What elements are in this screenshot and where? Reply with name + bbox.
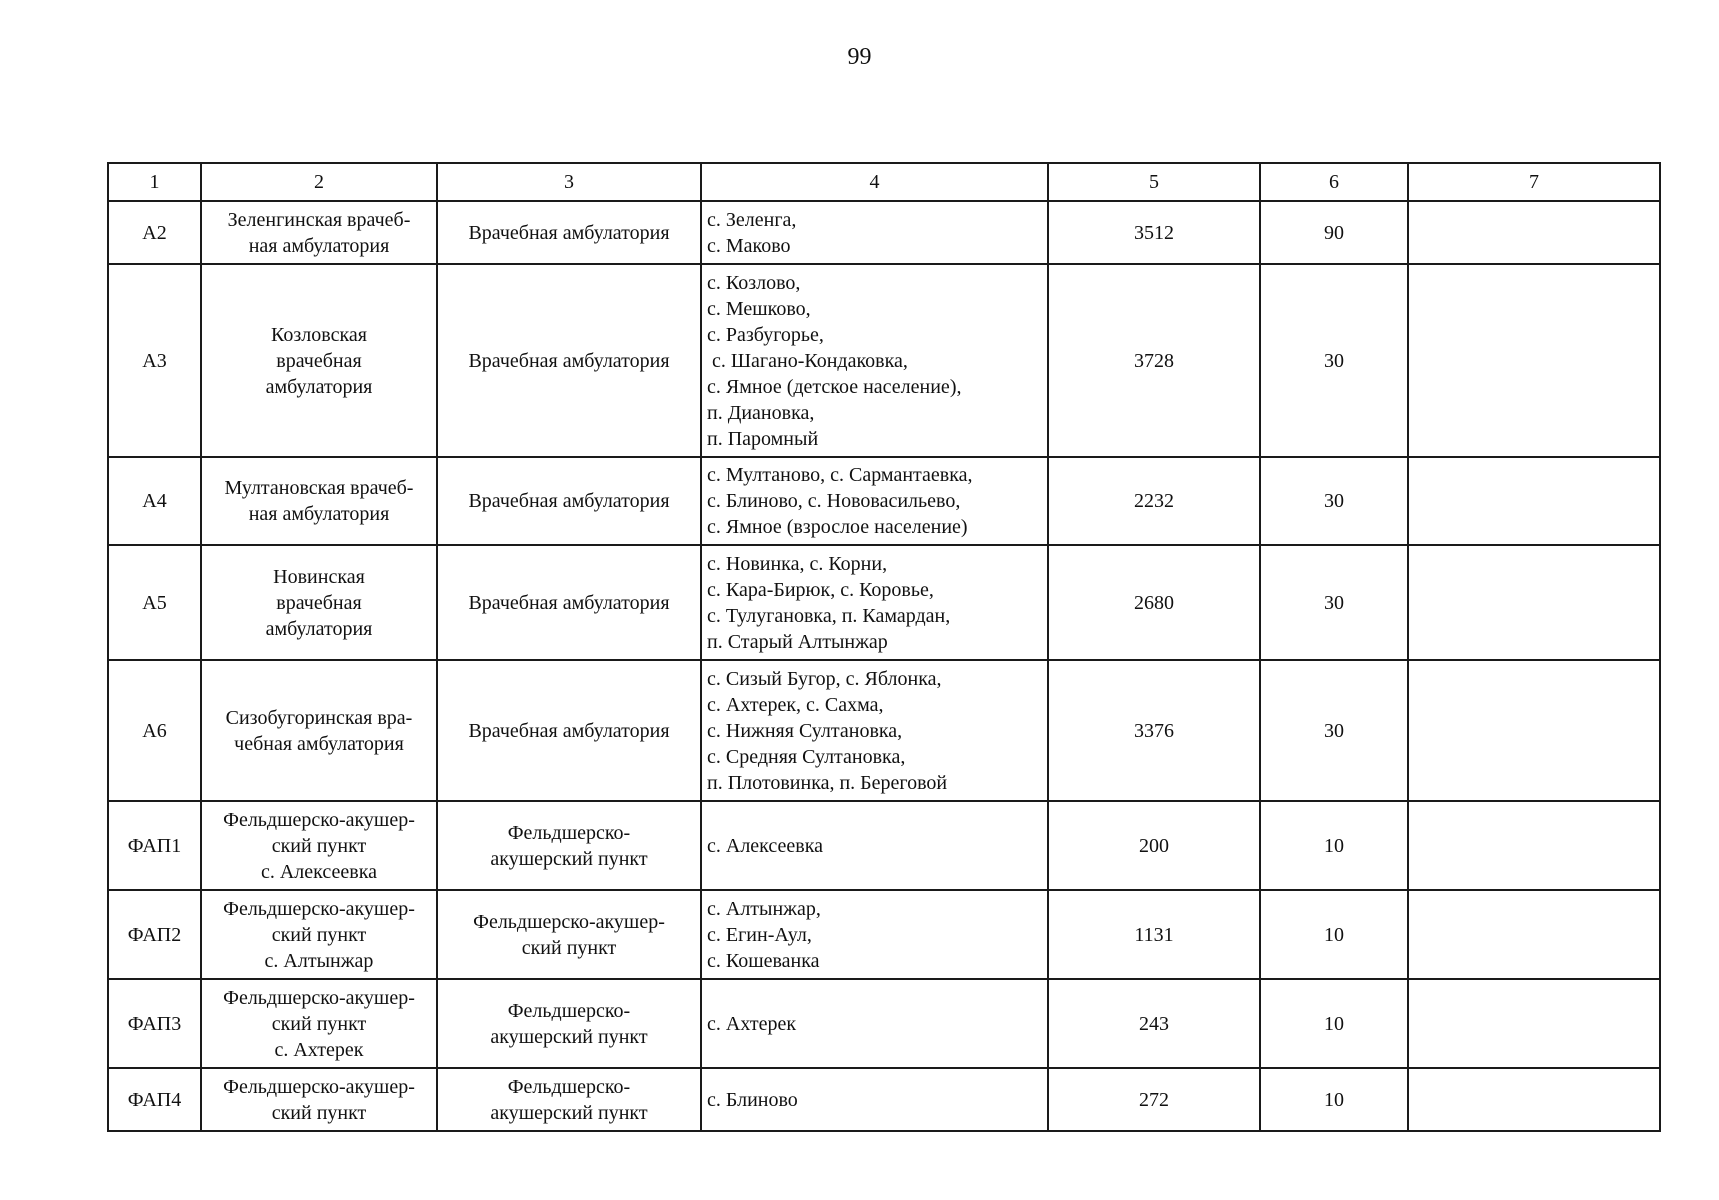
- note-cell: [1408, 457, 1660, 545]
- capacity-value: 10: [1260, 979, 1408, 1068]
- column-header: 3: [437, 163, 701, 201]
- capacity-value: 30: [1260, 545, 1408, 660]
- facility-code: ФАП2: [108, 890, 201, 979]
- facility-code: А2: [108, 201, 201, 264]
- facility-name: Зеленгинская врачеб- ная амбулатория: [201, 201, 437, 264]
- population-value: 2232: [1048, 457, 1260, 545]
- capacity-value: 90: [1260, 201, 1408, 264]
- population-value: 2680: [1048, 545, 1260, 660]
- capacity-value: 30: [1260, 660, 1408, 801]
- facility-code: А6: [108, 660, 201, 801]
- facility-code: А3: [108, 264, 201, 457]
- facility-type: Фельдшерско- акушерский пункт: [437, 801, 701, 890]
- table-row: [108, 457, 1660, 545]
- facility-name: Козловская врачебная амбулатория: [201, 264, 437, 457]
- facility-type: Врачебная амбулатория: [437, 457, 701, 545]
- facility-name: Мултановская врачеб- ная амбулатория: [201, 457, 437, 545]
- capacity-value: 10: [1260, 890, 1408, 979]
- facility-type: Врачебная амбулатория: [437, 660, 701, 801]
- population-value: 3512: [1048, 201, 1260, 264]
- table-row: [108, 801, 1660, 890]
- facility-type: Фельдшерско- акушерский пункт: [437, 979, 701, 1068]
- facility-name: Фельдшерско-акушер- ский пункт с. Алексеевка: [201, 801, 437, 890]
- note-cell: [1408, 979, 1660, 1068]
- service-areas: с. Алтынжар, с. Егин-Аул, с. Кошеванка: [701, 890, 1048, 979]
- facility-type: Врачебная амбулатория: [437, 264, 701, 457]
- service-areas: с. Зеленга, с. Маково: [701, 201, 1048, 264]
- population-value: 3728: [1048, 264, 1260, 457]
- facility-name: Фельдшерско-акушер- ский пункт: [201, 1068, 437, 1131]
- page-number: 99: [847, 44, 872, 70]
- facility-code: ФАП3: [108, 979, 201, 1068]
- facility-code: ФАП1: [108, 801, 201, 890]
- table-row: [108, 890, 1660, 979]
- service-areas: с. Новинка, с. Корни, с. Кара-Бирюк, с. Коровье, с. Тулугановка, п. Камардан, п. Старый Алтынжар: [701, 545, 1048, 660]
- population-value: 243: [1048, 979, 1260, 1068]
- capacity-value: 30: [1260, 264, 1408, 457]
- table-header-row: [108, 163, 1660, 201]
- service-areas: с. Блиново: [701, 1068, 1048, 1131]
- note-cell: [1408, 890, 1660, 979]
- service-areas: с. Ахтерек: [701, 979, 1048, 1068]
- population-value: 200: [1048, 801, 1260, 890]
- facility-type: Фельдшерско-акушер- ский пункт: [437, 890, 701, 979]
- table-row: [108, 264, 1660, 457]
- note-cell: [1408, 201, 1660, 264]
- population-value: 1131: [1048, 890, 1260, 979]
- note-cell: [1408, 660, 1660, 801]
- column-header: 4: [701, 163, 1048, 201]
- table-row: [108, 1068, 1660, 1131]
- population-value: 272: [1048, 1068, 1260, 1131]
- column-header: 7: [1408, 163, 1660, 201]
- facility-type: Врачебная амбулатория: [437, 545, 701, 660]
- note-cell: [1408, 264, 1660, 457]
- column-header: 1: [108, 163, 201, 201]
- service-areas: с. Алексеевка: [701, 801, 1048, 890]
- table-row: [108, 201, 1660, 264]
- facility-name: Новинская врачебная амбулатория: [201, 545, 437, 660]
- column-header: 5: [1048, 163, 1260, 201]
- capacity-value: 10: [1260, 801, 1408, 890]
- service-areas: с. Козлово, с. Мешково, с. Разбугорье, с. Шагано-Кондаковка, с. Ямное (детское население), п. Диановка, п. Паромный: [701, 264, 1048, 457]
- note-cell: [1408, 1068, 1660, 1131]
- column-header: 6: [1260, 163, 1408, 201]
- facility-type: Врачебная амбулатория: [437, 201, 701, 264]
- facility-name: Фельдшерско-акушер- ский пункт с. Алтынжар: [201, 890, 437, 979]
- table-row: [108, 660, 1660, 801]
- facility-code: ФАП4: [108, 1068, 201, 1131]
- note-cell: [1408, 801, 1660, 890]
- service-areas: с. Сизый Бугор, с. Яблонка, с. Ахтерек, с. Сахма, с. Нижняя Султановка, с. Средняя Султановка, п. Плотовинка, п. Береговой: [701, 660, 1048, 801]
- table-row: [108, 979, 1660, 1068]
- capacity-value: 10: [1260, 1068, 1408, 1131]
- service-areas: с. Мултаново, с. Сармантаевка, с. Блиново, с. Нововасильево, с. Ямное (взрослое население): [701, 457, 1048, 545]
- facility-type: Фельдшерско- акушерский пункт: [437, 1068, 701, 1131]
- population-value: 3376: [1048, 660, 1260, 801]
- note-cell: [1408, 545, 1660, 660]
- facility-name: Сизобугоринская вра- чебная амбулатория: [201, 660, 437, 801]
- table-row: [108, 545, 1660, 660]
- facilities-table: [107, 162, 1661, 1132]
- capacity-value: 30: [1260, 457, 1408, 545]
- facility-name: Фельдшерско-акушер- ский пункт с. Ахтерек: [201, 979, 437, 1068]
- facility-code: А4: [108, 457, 201, 545]
- facility-code: А5: [108, 545, 201, 660]
- column-header: 2: [201, 163, 437, 201]
